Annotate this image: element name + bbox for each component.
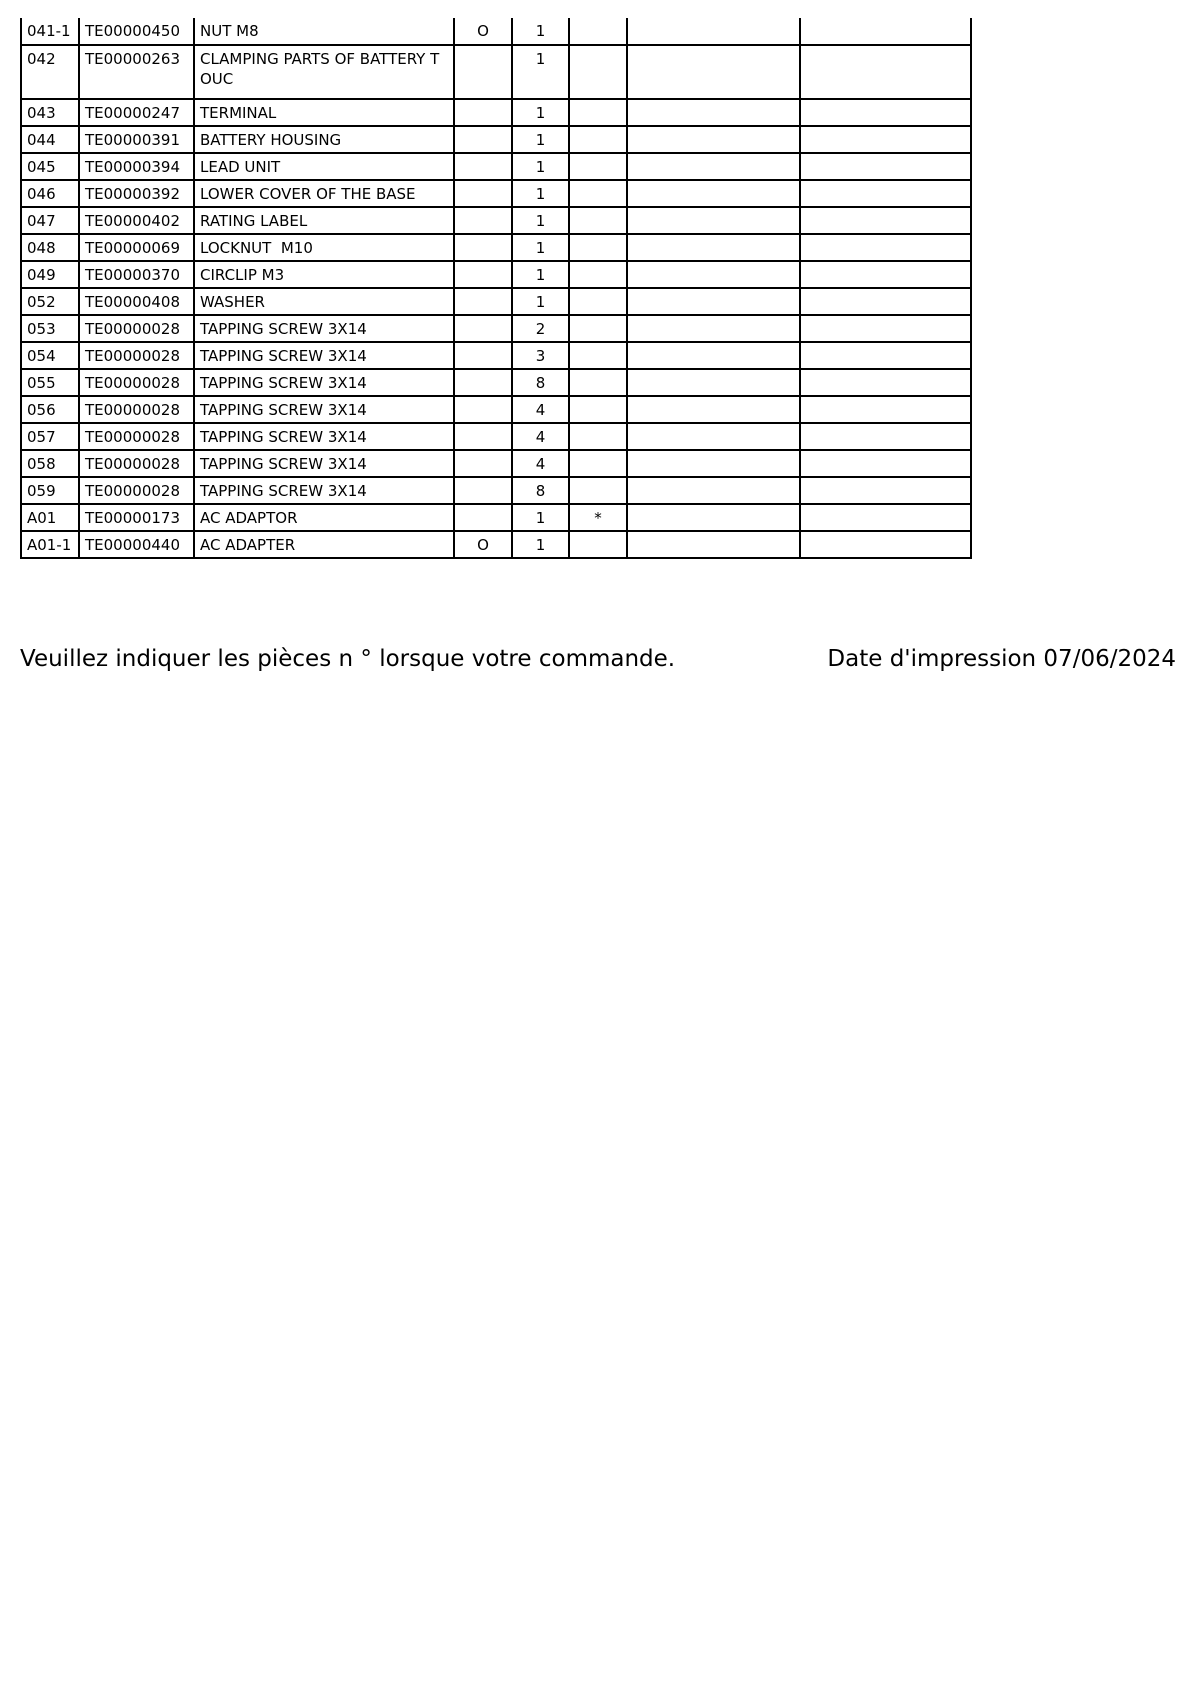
empty-cell [627, 288, 800, 315]
part-quantity: 2 [512, 315, 569, 342]
part-code: TE00000391 [79, 126, 194, 153]
part-option [454, 315, 512, 342]
part-mark [569, 153, 627, 180]
part-name: BATTERY HOUSING [194, 126, 454, 153]
empty-cell [800, 207, 971, 234]
empty-cell [627, 234, 800, 261]
part-number: 042 [21, 45, 79, 99]
part-code: TE00000450 [79, 18, 194, 45]
part-code: TE00000263 [79, 45, 194, 99]
part-mark [569, 477, 627, 504]
empty-cell [800, 477, 971, 504]
part-quantity: 1 [512, 207, 569, 234]
table-row [21, 423, 971, 450]
part-quantity: 4 [512, 423, 569, 450]
part-option [454, 234, 512, 261]
part-name: CLAMPING PARTS OF BATTERY T OUC [194, 45, 454, 99]
part-number: 044 [21, 126, 79, 153]
part-option [454, 126, 512, 153]
part-option: O [454, 531, 512, 558]
empty-cell [627, 18, 800, 45]
part-code: TE00000173 [79, 504, 194, 531]
table-row [21, 261, 971, 288]
part-number: 043 [21, 99, 79, 126]
part-name: LOCKNUT M10 [194, 234, 454, 261]
part-number: A01-1 [21, 531, 79, 558]
part-mark [569, 45, 627, 99]
part-code: TE00000370 [79, 261, 194, 288]
part-number: 045 [21, 153, 79, 180]
part-code: TE00000408 [79, 288, 194, 315]
empty-cell [800, 18, 971, 45]
parts-table [20, 18, 972, 559]
part-option [454, 45, 512, 99]
order-instruction-note: Veuillez indiquer les pièces n ° lorsque votre commande. [20, 646, 676, 672]
part-quantity: 1 [512, 504, 569, 531]
part-mark [569, 261, 627, 288]
part-number: 049 [21, 261, 79, 288]
table-row [21, 396, 971, 423]
empty-cell [627, 342, 800, 369]
part-option [454, 450, 512, 477]
table-row [21, 288, 971, 315]
part-option [454, 261, 512, 288]
empty-cell [800, 126, 971, 153]
part-option [454, 288, 512, 315]
table-row [21, 315, 971, 342]
part-mark [569, 234, 627, 261]
part-name: AC ADAPTOR [194, 504, 454, 531]
part-quantity: 1 [512, 234, 569, 261]
part-name: LEAD UNIT [194, 153, 454, 180]
part-quantity: 1 [512, 153, 569, 180]
part-name: CIRCLIP M3 [194, 261, 454, 288]
empty-cell [627, 531, 800, 558]
part-code: TE00000392 [79, 180, 194, 207]
empty-cell [627, 99, 800, 126]
part-name: WASHER [194, 288, 454, 315]
part-option [454, 99, 512, 126]
part-mark [569, 18, 627, 45]
part-option [454, 180, 512, 207]
part-quantity: 8 [512, 369, 569, 396]
part-quantity: 1 [512, 126, 569, 153]
part-option: O [454, 18, 512, 45]
part-quantity: 4 [512, 450, 569, 477]
table-row [21, 180, 971, 207]
part-code: TE00000028 [79, 315, 194, 342]
part-quantity: 1 [512, 288, 569, 315]
part-option [454, 477, 512, 504]
part-option [454, 504, 512, 531]
part-name: TAPPING SCREW 3X14 [194, 369, 454, 396]
part-number: A01 [21, 504, 79, 531]
part-mark [569, 288, 627, 315]
part-mark [569, 531, 627, 558]
part-quantity: 1 [512, 531, 569, 558]
empty-cell [627, 396, 800, 423]
empty-cell [627, 45, 800, 99]
part-code: TE00000028 [79, 423, 194, 450]
table-row [21, 369, 971, 396]
part-quantity: 1 [512, 99, 569, 126]
table-row [21, 450, 971, 477]
part-mark [569, 126, 627, 153]
part-name: NUT M8 [194, 18, 454, 45]
empty-cell [627, 477, 800, 504]
part-option [454, 396, 512, 423]
empty-cell [800, 234, 971, 261]
part-mark [569, 99, 627, 126]
part-name: TAPPING SCREW 3X14 [194, 396, 454, 423]
part-quantity: 1 [512, 261, 569, 288]
empty-cell [800, 450, 971, 477]
part-name: TAPPING SCREW 3X14 [194, 342, 454, 369]
empty-cell [800, 261, 971, 288]
part-quantity: 1 [512, 180, 569, 207]
empty-cell [627, 504, 800, 531]
part-mark [569, 423, 627, 450]
part-number: 047 [21, 207, 79, 234]
part-quantity: 4 [512, 396, 569, 423]
table-row [21, 477, 971, 504]
table-row [21, 153, 971, 180]
empty-cell [627, 450, 800, 477]
part-option [454, 207, 512, 234]
table-row [21, 18, 971, 45]
part-number: 054 [21, 342, 79, 369]
part-quantity: 1 [512, 18, 569, 45]
part-name: TAPPING SCREW 3X14 [194, 450, 454, 477]
part-number: 053 [21, 315, 79, 342]
part-option [454, 153, 512, 180]
empty-cell [627, 180, 800, 207]
part-name: TAPPING SCREW 3X14 [194, 315, 454, 342]
empty-cell [800, 288, 971, 315]
part-quantity: 1 [512, 45, 569, 99]
part-option [454, 369, 512, 396]
part-name: TERMINAL [194, 99, 454, 126]
empty-cell [800, 45, 971, 99]
part-name: RATING LABEL [194, 207, 454, 234]
empty-cell [627, 315, 800, 342]
empty-cell [800, 531, 971, 558]
part-code: TE00000028 [79, 450, 194, 477]
empty-cell [627, 369, 800, 396]
empty-cell [800, 396, 971, 423]
empty-cell [800, 180, 971, 207]
empty-cell [800, 153, 971, 180]
part-code: TE00000028 [79, 342, 194, 369]
part-name: AC ADAPTER [194, 531, 454, 558]
part-mark [569, 342, 627, 369]
part-option [454, 342, 512, 369]
part-number: 056 [21, 396, 79, 423]
part-quantity: 3 [512, 342, 569, 369]
part-number: 041-1 [21, 18, 79, 45]
part-option [454, 423, 512, 450]
empty-cell [627, 261, 800, 288]
table-row [21, 207, 971, 234]
part-mark [569, 396, 627, 423]
empty-cell [627, 207, 800, 234]
empty-cell [800, 423, 971, 450]
empty-cell [627, 126, 800, 153]
empty-cell [627, 153, 800, 180]
table-row [21, 531, 971, 558]
part-number: 058 [21, 450, 79, 477]
part-code: TE00000247 [79, 99, 194, 126]
part-number: 059 [21, 477, 79, 504]
part-mark [569, 315, 627, 342]
table-row [21, 45, 971, 99]
part-mark [569, 450, 627, 477]
table-row [21, 126, 971, 153]
part-mark [569, 207, 627, 234]
part-number: 057 [21, 423, 79, 450]
part-name: TAPPING SCREW 3X14 [194, 423, 454, 450]
part-code: TE00000028 [79, 477, 194, 504]
table-row [21, 504, 971, 531]
part-name: TAPPING SCREW 3X14 [194, 477, 454, 504]
table-row [21, 234, 971, 261]
part-name: LOWER COVER OF THE BASE [194, 180, 454, 207]
part-code: TE00000394 [79, 153, 194, 180]
part-mark: * [569, 504, 627, 531]
table-row [21, 342, 971, 369]
empty-cell [800, 99, 971, 126]
part-code: TE00000028 [79, 369, 194, 396]
part-code: TE00000069 [79, 234, 194, 261]
part-code: TE00000440 [79, 531, 194, 558]
empty-cell [627, 423, 800, 450]
part-number: 046 [21, 180, 79, 207]
empty-cell [800, 369, 971, 396]
part-quantity: 8 [512, 477, 569, 504]
part-code: TE00000402 [79, 207, 194, 234]
empty-cell [800, 342, 971, 369]
empty-cell [800, 315, 971, 342]
part-mark [569, 180, 627, 207]
table-row [21, 99, 971, 126]
part-number: 048 [21, 234, 79, 261]
part-mark [569, 369, 627, 396]
part-code: TE00000028 [79, 396, 194, 423]
part-number: 052 [21, 288, 79, 315]
empty-cell [800, 504, 971, 531]
part-number: 055 [21, 369, 79, 396]
print-date: Date d'impression 07/06/2024 [827, 646, 1176, 672]
